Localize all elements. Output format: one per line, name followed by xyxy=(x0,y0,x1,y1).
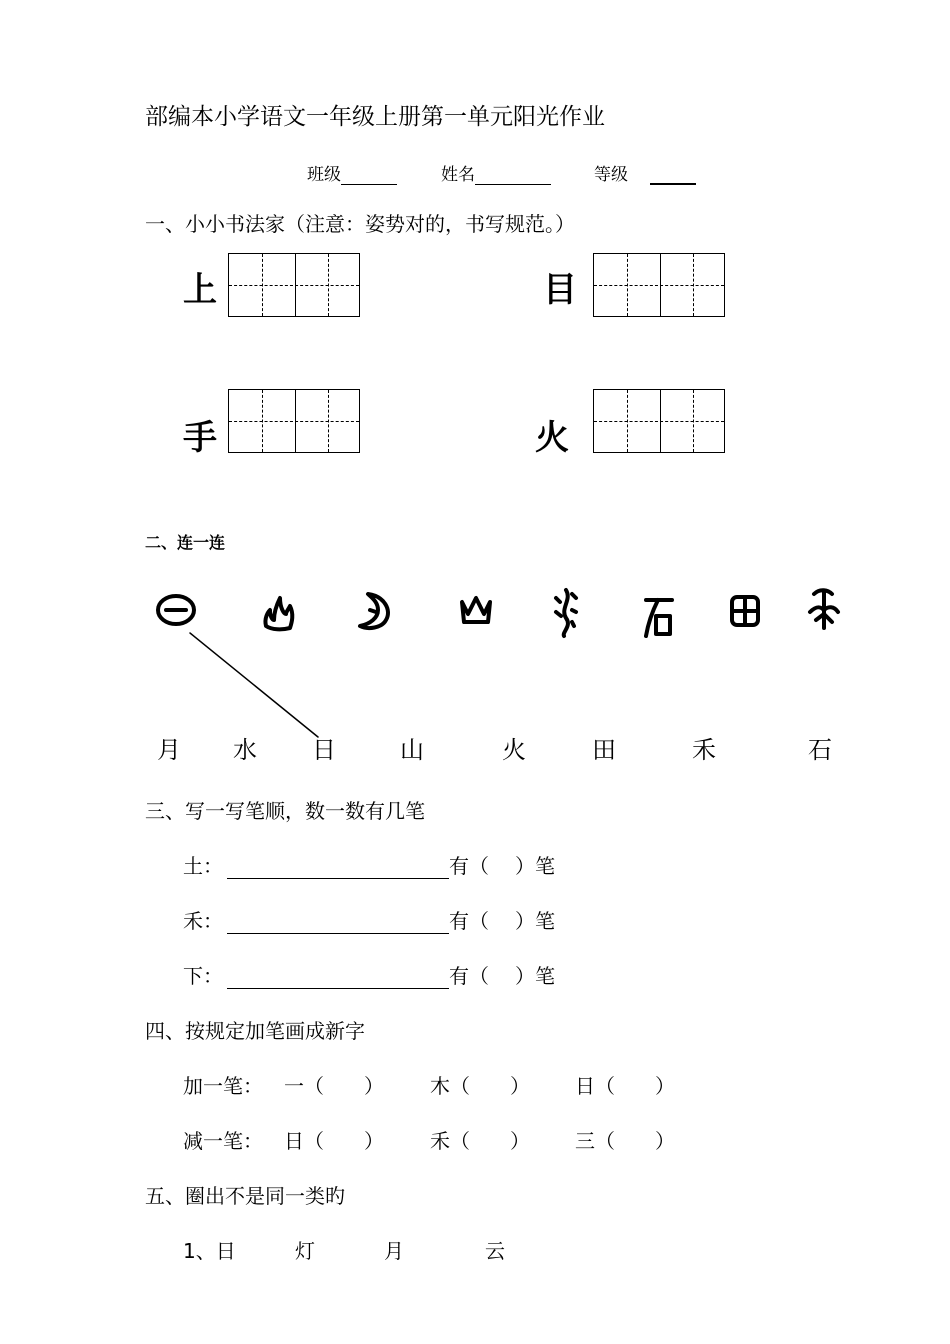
odd-one-out-item[interactable]: 云 xyxy=(485,1239,505,1263)
add-stroke-item[interactable]: 木（ ） xyxy=(430,1074,530,1098)
practice-char: 上 xyxy=(183,270,217,310)
modern-char[interactable]: 日 xyxy=(312,736,336,764)
modern-char[interactable]: 田 xyxy=(592,736,616,764)
stroke-count-open: 有（ xyxy=(449,909,489,933)
stroke-char: 下： xyxy=(183,964,223,988)
stroke-row xyxy=(183,960,555,989)
section2-heading: 二、连一连 xyxy=(145,533,226,552)
remove-stroke-item[interactable]: 三（ ） xyxy=(575,1129,675,1153)
stroke-order-blank[interactable] xyxy=(227,970,449,989)
section1-heading: 一、小小书法家（注意：姿势对的，书写规范。） xyxy=(145,212,575,236)
modern-char[interactable]: 月 xyxy=(157,736,181,764)
practice-char: 手 xyxy=(183,418,217,458)
grade-label: 等级 xyxy=(594,165,628,185)
page-title: 部编本小学语文一年级上册第一单元阳光作业 xyxy=(145,104,605,130)
section5-heading: 五、圈出不是同一类旳 xyxy=(145,1184,345,1208)
class-label: 班级 xyxy=(307,165,341,185)
stroke-order-blank[interactable] xyxy=(227,860,449,879)
modern-char[interactable]: 禾 xyxy=(692,736,716,764)
modern-char[interactable]: 石 xyxy=(808,736,832,764)
stroke-row xyxy=(183,905,555,934)
stroke-char: 土： xyxy=(183,854,223,878)
add-stroke-label: 加一笔： xyxy=(183,1074,263,1098)
stroke-row xyxy=(183,850,555,879)
odd-one-out-item[interactable]: 灯 xyxy=(295,1239,315,1263)
practice-char: 目 xyxy=(543,270,577,310)
stroke-order-blank[interactable] xyxy=(227,915,449,934)
remove-stroke-item[interactable]: 日（ ） xyxy=(284,1129,384,1153)
modern-char[interactable]: 火 xyxy=(502,736,526,764)
stroke-count-open: 有（ xyxy=(449,854,489,878)
stroke-count-close: ）笔 xyxy=(515,964,555,988)
odd-one-out-item[interactable]: 月 xyxy=(384,1239,404,1263)
remove-stroke-item[interactable]: 禾（ ） xyxy=(430,1129,530,1153)
remove-stroke-label: 减一笔： xyxy=(183,1129,263,1153)
add-stroke-item[interactable]: 日（ ） xyxy=(575,1074,675,1098)
add-stroke-item[interactable]: 一（ ） xyxy=(284,1074,384,1098)
stroke-count-close: ）笔 xyxy=(515,854,555,878)
practice-char: 火 xyxy=(535,418,569,458)
stroke-char: 禾： xyxy=(183,909,223,933)
section4-heading: 四、按规定加笔画成新字 xyxy=(145,1019,365,1043)
name-label: 姓名 xyxy=(441,165,475,185)
stroke-count-open: 有（ xyxy=(449,964,489,988)
modern-char[interactable]: 山 xyxy=(400,736,424,764)
section3-heading: 三、写一写笔顺，数一数有几笔 xyxy=(145,799,425,823)
stroke-count-close: ）笔 xyxy=(515,909,555,933)
odd-one-out-item[interactable]: 1、日 xyxy=(183,1239,236,1263)
modern-char[interactable]: 水 xyxy=(233,736,257,764)
